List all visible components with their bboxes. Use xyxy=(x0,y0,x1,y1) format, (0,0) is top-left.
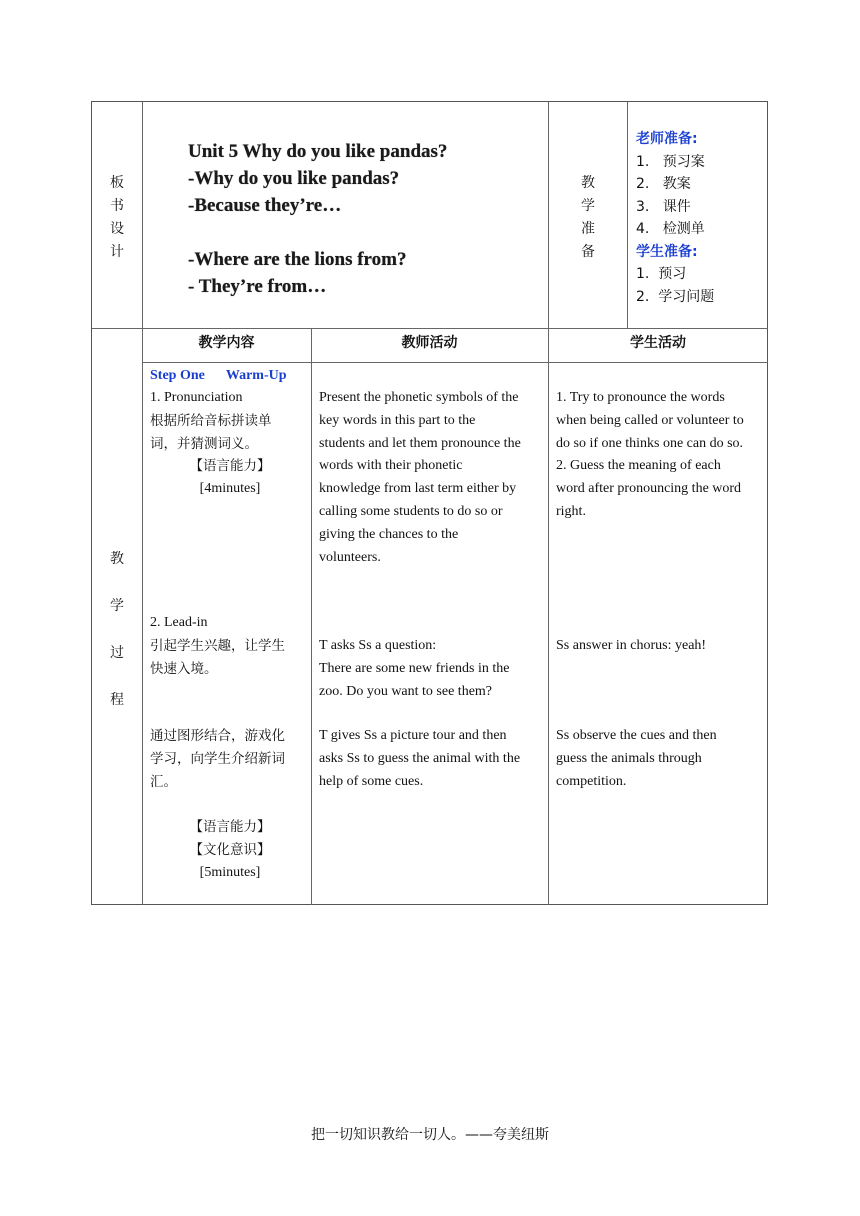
prep-item: 1. 预习 xyxy=(636,266,687,282)
grid-line xyxy=(627,102,628,328)
prep-item: 3. 课件 xyxy=(636,198,691,215)
board-line: -Where are the lions from? xyxy=(188,249,407,270)
teacher-activity-1: Present the phonetic symbols of the key words in this part to the students and let them pronounce the words with their phonetic knowledge from last term either by calling some students to do so or giving the chances to the volunteers. xyxy=(319,390,521,565)
prep-item: 1. 预习案 xyxy=(636,153,705,170)
prep-item: 4. 检测单 xyxy=(636,221,705,237)
board-line: -Why do you like pandas? xyxy=(188,168,400,189)
grid-line xyxy=(311,328,312,905)
board-line xyxy=(188,219,447,246)
header-content: 教学内容 xyxy=(198,335,255,351)
pronunciation-block: 1. Pronunciation 根据所给音标拼读单 词，并猜测词义。 【语言能力】 [4minutes] xyxy=(150,390,272,497)
student-activity-1: 1. Try to pronounce the words when being called or volunteer to do so if one thinks one can do so. 2. Guess the meaning of each word after pronouncing the word right. xyxy=(556,390,744,519)
student-activity-3: Ss observe the cues and then guess the animals through competition. xyxy=(556,728,717,789)
step-heading: Step One Warm-Up xyxy=(150,368,287,383)
board-line: Unit 5 Why do you like pandas? xyxy=(188,141,448,162)
student-activity-2: Ss answer in chorus: yeah! xyxy=(556,638,707,653)
grid-line xyxy=(548,102,549,905)
prep-list xyxy=(636,128,714,308)
header-student-activity: 学生活动 xyxy=(630,335,686,351)
teacher-activity-3: T gives Ss a picture tour and then asks Ss to guess the animal with the help of some cues. xyxy=(319,728,521,789)
grid-line xyxy=(142,362,768,363)
process-side-label: 教 学 过 程 xyxy=(110,551,124,708)
board-design-content xyxy=(188,138,447,300)
grid-line xyxy=(142,102,143,905)
prep-item: 2. 教案 xyxy=(636,176,691,192)
board-side-label: 板 书 设 计 xyxy=(110,175,124,260)
student-prep-heading: 学生准备: xyxy=(636,243,698,260)
lead-in-block: 2. Lead-in 引起学生兴趣，让学生 快速入境。 xyxy=(150,615,285,677)
board-line: - They’re from… xyxy=(188,276,327,297)
teacher-activity-2: T asks Ss a question: There are some new friends in the zoo. Do you want to see them? xyxy=(319,638,510,699)
prep-item: 2. 学习问题 xyxy=(636,288,715,305)
grid-line xyxy=(92,328,768,329)
board-line: -Because they’re… xyxy=(188,195,342,216)
header-teacher-activity: 教师活动 xyxy=(401,335,458,351)
prep-side-label: 教 学 准 备 xyxy=(581,175,595,260)
page-footer-quote: 把一切知识教给一切人。——夸美纽斯 xyxy=(311,1127,549,1143)
teacher-prep-heading: 老师准备: xyxy=(636,131,698,147)
lesson-plan-table xyxy=(91,101,768,905)
picture-game-block: 通过图形结合，游戏化 学习，向学生介绍新词 汇。 【语言能力】 【文化意识】 [5minutes] xyxy=(150,728,285,880)
